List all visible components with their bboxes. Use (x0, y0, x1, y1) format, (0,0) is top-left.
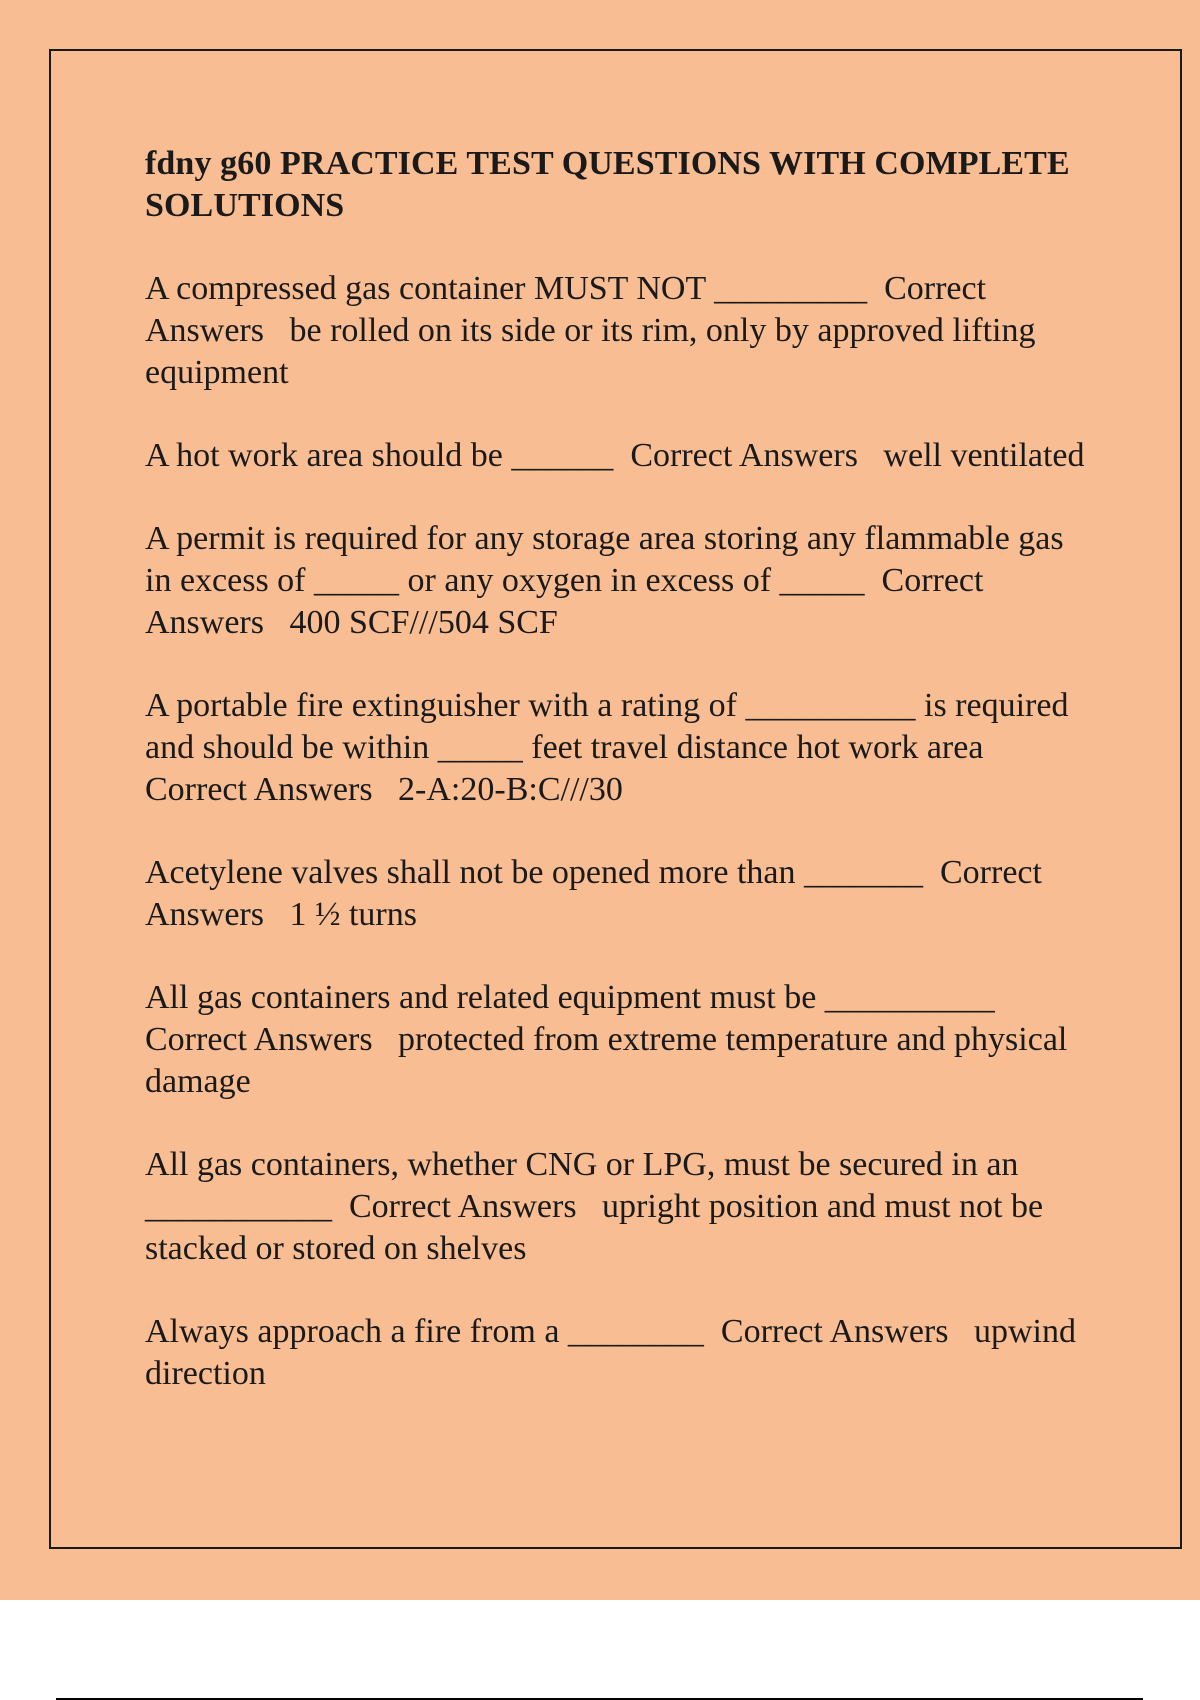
question-answer-item: A compressed gas container MUST NOT _________ Correct Answers be rolled on its side or its rim, only by approved lifting equipment (145, 270, 1044, 391)
question-answer-item: Acetylene valves shall not be opened more than _______ Correct Answers 1 ½ turns (145, 854, 1049, 933)
question-answer-item: A permit is required for any storage area storing any flammable gas in excess of _____ or any oxygen in excess of _____ Correct Answers 400 SCF///504 SCF (145, 520, 1073, 641)
document-content (145, 143, 1095, 1436)
question-answer-item: A hot work area should be ______ Correct Answers well ventilated (145, 437, 1085, 474)
document-title: fdny g60 PRACTICE TEST QUESTIONS WITH COMPLETE SOLUTIONS (145, 145, 1070, 224)
question-answer-item: Always approach a fire from a ________ Correct Answers upwind direction (145, 1313, 1085, 1392)
question-answer-item: A portable fire extinguisher with a rating of __________ is required and should be within _____ feet travel distance hot work area Correct Answers 2-A:20-B:C///30 (145, 687, 1077, 808)
question-answer-item: All gas containers, whether CNG or LPG, must be secured in an ___________ Correct Answers upright position and must not be stacked or stored on shelves (145, 1146, 1052, 1267)
question-answer-item: All gas containers and related equipment must be __________ Correct Answers protected from extreme temperature and physical damage (145, 979, 1076, 1100)
